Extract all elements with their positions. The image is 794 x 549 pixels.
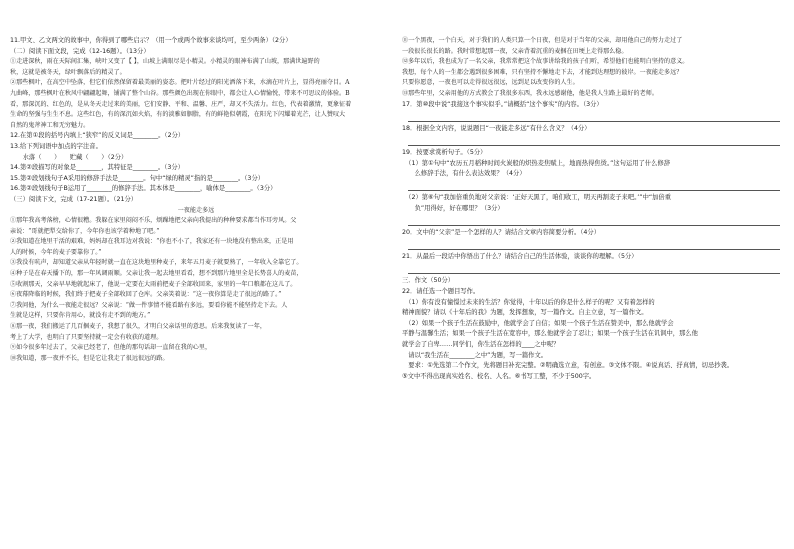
- passage-line: 人的时候，今年的麦子要靠你了。”: [10, 248, 102, 256]
- passage-line: 自然的鬼斧神工和无穷魅力。: [10, 121, 90, 129]
- question-line: 水落（ ） 贮藏（ ）（2分）: [10, 153, 128, 161]
- passage-line: ⑩我知道，那一夜并不长，但是它让我走了很远很远的路。: [10, 354, 169, 362]
- question-line: （2）第⑥句“我加倍重负地对父亲说：‘正好天黑了，咱们收工，明天再割麦子来吧。’”中“加倍重: [402, 194, 672, 202]
- passage-line: ⑪一个黑夜，一个白天，对于我们的人类只算一个日夜，但是对于当年的父亲，却用他自己的努力走过了: [402, 37, 683, 44]
- question-line: 16.第②段划线句子B运用了________的修辞手法。其本体是________，喻体是________。（3分）: [10, 185, 277, 193]
- question-line: 负”用得好，好在哪里？（3分）: [402, 204, 504, 212]
- question-line: （三）阅读下文，完成（17-21题）。（21分）: [10, 195, 138, 203]
- passage-line: 秋，这就是被冬天，绿叶飘落后的精灵了。: [10, 68, 126, 76]
- question-line: （1）你有没有憧憬过未来的生活？你觉得，十年以后的你是什么样子的呢？又有着怎样的: [402, 298, 655, 306]
- question-line: 么修辞手法，有什么表达效果？（4分）: [402, 170, 526, 178]
- question-line: 18．根据全文内容，说说题目“一夜能走多远”有什么含义？（4分）: [402, 124, 591, 132]
- answer-line[interactable]: [408, 180, 780, 192]
- question-line: 平静与温馨生活；如果一个孩子生活在宽容中，那么他就学会了忍让；如果一个孩子生活在讥讽中，那么他: [402, 330, 698, 338]
- answer-line[interactable]: [408, 110, 780, 122]
- question-line: （1）第①句中“农历五月稻种时间火炭般的炽热麦焦赋上，地面热得焦烫。”这句运用了什么修辞: [402, 159, 671, 167]
- passage-line: ⑧那一夜，我们搬运了几百捆麦子，我想了很久，才明白父亲话里的意思。后来我复读了一年，: [10, 323, 266, 331]
- question-line: 就学会了自卑……同学们，你生活在怎样的____之中呢？: [402, 341, 560, 349]
- question-line: （2）如果一个孩子生活在鼓励中，他就学会了自信；如果一个孩子生活在赞美中，那么他就学会: [402, 319, 674, 327]
- passage-line: 生命的坚强与生生不息。这些红色，有的深沉如火焰，有的淡雅如胭脂，有的鲜艳似朝霞，在阳光下闪耀着光芒，让人赞叹大: [10, 111, 346, 119]
- right-column: [402, 36, 786, 382]
- passage-line: 九曲峰，那些枫叶在秋风中翩翩起舞，铺满了整个山谷。那些颜色出现在你眼中，都会让人心情愉悦，带来不可思议的体验。B: [10, 89, 350, 97]
- passage-line: ⑨如今很多年过去了，父亲已经老了，但他的那句话却一直留在我的心里，: [10, 344, 212, 352]
- question-line: 21．从最后一段话中你悟出了什么？请结合自己的生活体验，谈谈你的理解。（5分）: [402, 253, 638, 261]
- question-line: 13.给下列词语中加点的字注音。: [10, 142, 102, 150]
- question-line: 14.第②段描写的对象是________，其特征是________。（3分）: [10, 164, 184, 172]
- passage-line: 我想，每个人的一生都会遇到很多困难，只有坚持不懈地走下去，才能到达理想的彼岸。一夜能走多远？: [402, 68, 683, 76]
- question-line: 精神面貌？请以《十年后的我》为题，发挥想象，写一篇作文。自主立意，写一篇作文。: [402, 309, 648, 317]
- answer-line[interactable]: [408, 215, 780, 227]
- passage-line: 看，那深沉的、红色的，是从冬天走过来的美丽，它们安静、平和、温馨、庄严，却又不失活力。红色，代表着激情，更象征着: [10, 100, 352, 108]
- passage-line: 只要你愿意，一夜也可以走得很远很远，远到足以改变你的人生。: [402, 79, 579, 87]
- passage-line: ⑫多年以后，我也成为了一名父亲，我常常把这个故事讲给我的孩子们听，希望他们也能明白坚持的意义。: [402, 58, 689, 66]
- question-line: ⑤文中不得出现真实姓名、校名、人名。⑥书写工整，不少于500字。: [402, 372, 596, 380]
- passage-line: 一段很长很长的路。我时常想起那一夜，父亲背着沉重的麦捆在田埂上走得那么稳。: [402, 47, 628, 55]
- passage-line: ⑥夜幕降临的时候，我们终于把麦子全部收回了仓库。父亲笑着说：“这一夜你算是走了很远的路了。”: [10, 291, 282, 299]
- passage-title: 一夜能走多远: [177, 206, 215, 214]
- answer-line[interactable]: [408, 239, 780, 251]
- left-column: [10, 36, 382, 364]
- question-line: 12.在第①段的括号内填上“狭窄”的反义词是________。（2分）: [10, 132, 185, 140]
- passage-line: ⑦我问他，为什么一夜能走很远？父亲说：“做一件事情不能看路有多远，要看你能不能坚持走下去。人: [10, 301, 288, 309]
- question-line: 11.甲文、乙文两文的故事中，你得到了哪些启示？（用一个或两个故事来谈均可，至少两条）（2分）: [10, 37, 292, 44]
- passage-line: ⑬那些年里，父亲用他的方式教会了我很多东西，我永远感谢他，他是我人生路上最好的老师。: [402, 89, 658, 97]
- question-line: 20．文中的“父亲”是一个怎样的人？请结合文章内容简要分析。（4分）: [402, 229, 601, 237]
- passage-line: ②我知道在地里干活的艰难，妈妈却在我耳边对我说：“你也不小了，我家还有一块地没有整出来，正是用: [10, 238, 294, 246]
- passage-line: 亲说：“哥就把犁交给你了，今年你也该学着种地了吧。”: [10, 227, 160, 235]
- passage-line: ②那些枫叶，在高空中坠落，但它们依然保留着最美丽的姿态。把叶片经过的阳光洒落下来，水滴在叶片上，显得亮丽夺目。A: [10, 79, 350, 87]
- passage-line: ④种子是在春天播下的，那一年风调雨顺。父亲让我一起去地里看看，想不到那片地里全是长势喜人的麦苗，: [10, 270, 303, 278]
- question-line: 请以“我生活在________之中”为题，写一篇作文。: [402, 351, 548, 359]
- question-line: 三．作文（50分）: [402, 277, 455, 285]
- passage-line: ①那年我高考落榜，心情很糟。我躲在家里闷闷不乐，烦躁地把父亲向我提出的种种要求都当作耳旁风。父: [10, 217, 297, 225]
- passage-line: ①走进深秋，雨在天际间汇集，峡叶又变了【 】，山坡上满眼尽是小精灵。小精灵的眼神布满了山坡，那满世遍野的: [10, 58, 320, 66]
- question-line: 17．第⑩段中说“我接这个事实似乎。”请概括“这个事实”的内容。（3分）: [402, 100, 603, 108]
- passage-line: ⑤收割那天，父亲早早地就起床了，他说一定要在大雨前把麦子全部收回来，家里的一年口粮都在这儿了。: [10, 280, 297, 288]
- answer-line[interactable]: [408, 263, 780, 275]
- passage-line: ③我没有吭声，却知道父亲从年轻时就一直在这块地里种麦子，来年五月麦子就要熟了，一年收入全靠它了。: [10, 259, 303, 267]
- question-line: 22．请任选一个题目写作。: [402, 288, 480, 296]
- passage-line: 生就是这样，只要你肯用心，就没有走不到的地方。”: [10, 312, 151, 320]
- question-line: （二）阅读下面文段，完成（12-16题）。（13分）: [10, 47, 150, 55]
- question-line: 19．按要求赏析句子。（5分）: [402, 148, 487, 156]
- question-line: 15.第②段划线句子A采用的修辞手法是________。句中“绿的精灵”指的是________。（3分）: [10, 174, 265, 182]
- passage-line: 考上了大学，也明白了只要坚持就一定会有收获的道理。: [10, 333, 163, 341]
- answer-line[interactable]: [408, 134, 780, 146]
- question-line: 要求：①先选第二个作文，先将题目补充完整。②明确选立意，有创意。③文体不限。④说真话、抒真情，切忌抄袭。: [402, 362, 734, 370]
